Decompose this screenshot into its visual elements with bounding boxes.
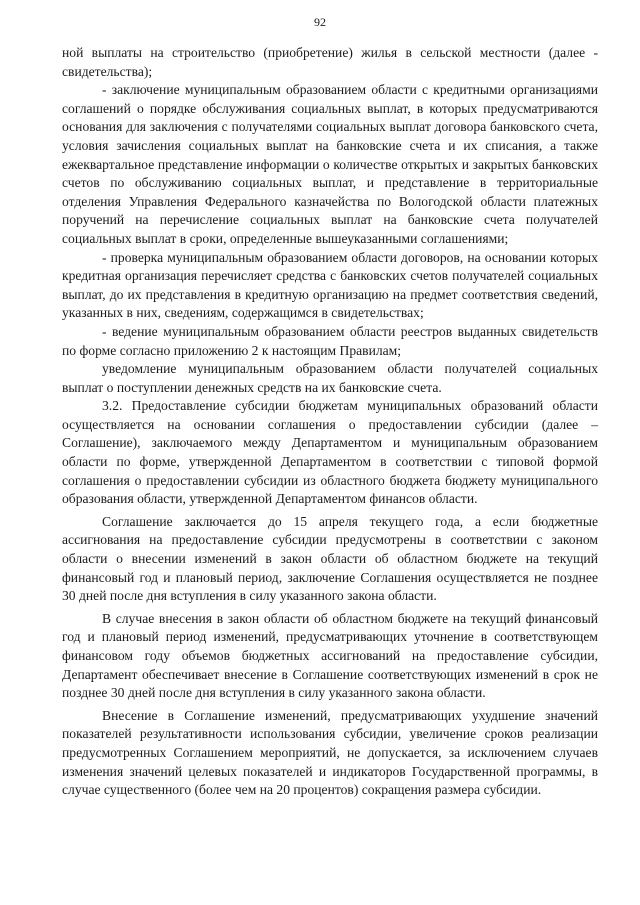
paragraph-budget-changes: В случае внесения в закон области об областном бюджете на текущий финансовый год и плановый период изменений, предусматривающих уточнение в соответствующем финансовом году объемов бюджетных ассигнований на предоставление субсидии, Департамент обеспечивает внесение в Соглашение соответствующих изменений в срок не позднее 30 дней после дня вступления в силу указанного закона области. <box>62 610 598 701</box>
paragraph-item-agreements: - заключение муниципальным образованием области с кредитными организациями соглашений о порядке обслуживания социальных выплат, в которых предусматриваются основания для заключения с получателями социальных выплат договора банковского счета, условия зачисления социальных выплат на банковские счета и их списания, а также ежеквартальное представление информации о количестве открытых и закрытых банковских счетов по обслуживанию социальных выплат, и представление в территориальные отделения Управления Федерального казначейства по Вологодской области платежных поручений на перечисление социальных выплат на банковские счета получателей социальных выплат в сроки, определенные вышеуказанными соглашениями; <box>62 82 598 246</box>
paragraph-agreement-deadline: Соглашение заключается до 15 апреля текущего года, а если бюджетные ассигнования на предоставление субсидии предусмотрены в соответствии с законом области о внесении изменений в закон области об областном бюджете на текущий финансовый год и плановый период, заключение Соглашения осуществляется не позднее 30 дней после дня вступления в силу указанного закона области. <box>62 513 598 604</box>
paragraph-section-3-2: 3.2. Предоставление субсидии бюджетам муниципальных образований области осуществляется на основании соглашения о предоставлении субсидии (далее – Соглашение), заключаемого между Департаментом и муниципальным образованием области по форме, утвержденной Департаментом в соответствии с типовой формой соглашения о предоставлении субсидии из областного бюджета бюджету муниципального образования области, утвержденной Департаментом финансов области. <box>62 398 598 507</box>
paragraph-continuation: ной выплаты на строительство (приобретение) жилья в сельской местности (далее - свидетельства); <box>62 45 598 79</box>
paragraph-notification: уведомление муниципальным образованием области получателей социальных выплат о поступлении денежных средств на их банковские счета. <box>62 361 598 395</box>
paragraph-item-registry: - ведение муниципальным образованием области реестров выданных свидетельств по форме согласно приложению 2 к настоящим Правилам; <box>62 323 598 358</box>
page-number: 92 <box>314 15 326 29</box>
paragraph-item-contract-check: - проверка муниципальным образованием области договоров, на основании которых кредитная организация перечисляет средства с банковских счетов получателей социальных выплат, до их представления в кредитную организацию на предмет соответствия сведений, указанных в них, сведениям, содержащимся в свидетельствах; <box>62 249 598 321</box>
paragraph-restrictions: Внесение в Соглашение изменений, предусматривающих ухудшение значений показателей результативности использования субсидии, увеличение сроков реализации предусмотренных Соглашением мероприятий, не допускается, за исключением случаев изменения значений целевых показателей и индикаторов Государственной программы, в случае существенного (более чем на 20 процентов) сокращения размера субсидии. <box>62 707 598 798</box>
document-body <box>62 44 598 800</box>
